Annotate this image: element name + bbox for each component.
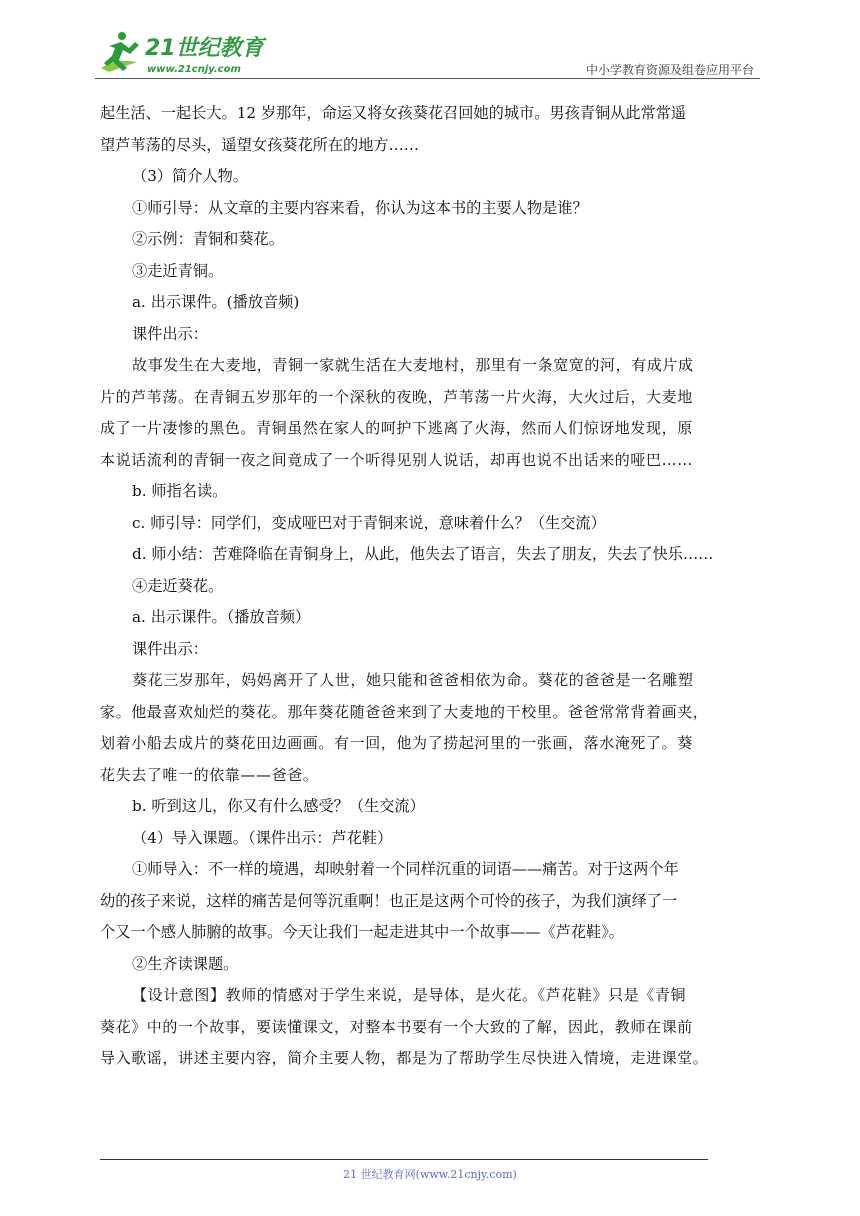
text-line: 个又一个感人肺腑的故事。今天让我们一起走进其中一个故事——《芦花鞋》。: [100, 923, 624, 941]
text-line: 片的芦苇荡。在青铜五岁那年的一个深秋的夜晚，芦苇荡一片火海，大火过后，大麦地: [100, 387, 693, 406]
logo-url: www.21cnjy.com: [147, 64, 241, 75]
text-line: 【设计意图】教师的情感对于学生来说，是导体，是火花。《芦花鞋》只是《青铜: [132, 986, 687, 1004]
text-line: a. 出示课件。（播放音频）: [132, 608, 311, 626]
text-line: 成了一片凄惨的黑色。青铜虽然在家人的呵护下逃离了火海，然而人们惊讶地发现，原: [100, 419, 693, 437]
text-line: 花失去了唯一的依靠——爸爸。: [100, 765, 319, 784]
footer-divider: [100, 1159, 708, 1160]
text-line: b. 师指名读。: [132, 482, 228, 500]
text-line: b. 听到这儿，你又有什么感受？（生交流）: [132, 797, 425, 815]
page-header: [95, 28, 760, 80]
text-line: a. 出示课件。(播放音频): [132, 293, 300, 311]
text-line: ②示例：青铜和葵花。: [132, 230, 284, 248]
text-line: 本说话流利的青铜一夜之间竟成了一个听得见别人说话，却再也说不出话来的哑巴……: [100, 450, 693, 469]
text-line: 划着小船去成片的葵花田边画画。有一回，他为了捞起河里的一张画，落水淹死了。葵: [100, 734, 693, 752]
text-line: ③走近青铜。: [132, 261, 224, 280]
text-line: ②生齐读课题。: [132, 954, 239, 973]
text-line: d. 师小结：苦难降临在青铜身上，从此，他失去了语言，失去了朋友，失去了快乐……: [132, 545, 714, 563]
text-line: ①师引导：从文章的主要内容来看，你认为这本书的主要人物是谁？: [132, 198, 588, 217]
platform-name: 中小学教育资源及组卷应用平台: [585, 63, 754, 77]
footer-text: 21 世纪教育网(www.21cnjy.com): [343, 1168, 517, 1181]
text-line: 望芦苇荡的尽头，遥望女孩葵花所在的地方……: [100, 135, 419, 154]
running-figure-icon: [101, 32, 139, 72]
text-line: 幼的孩子来说，这样的痛苦是何等沉重啊！也正是这两个可怜的孩子，为我们演绎了一: [100, 891, 678, 910]
header-divider: [95, 78, 760, 79]
text-line: 葵花》中的一个故事，要读懂课文，对整本书要有一个大致的了解，因此，教师在课前: [100, 1017, 693, 1036]
text-line: 家。他最喜欢灿烂的葵花。那年葵花随爸爸来到了大麦地的干校里。爸爸常常背着画夹，: [100, 702, 709, 721]
logo-text: 21世纪教育: [145, 36, 264, 61]
text-line: 导入歌谣，讲述主要内容，简介主要人物，都是为了帮助学生尽快进入情境，走进课堂。: [100, 1049, 709, 1067]
text-line: c. 师引导：同学们，变成哑巴对于青铜来说，意味着什么？（生交流）: [132, 513, 606, 532]
document-body: [100, 98, 762, 1075]
text-line: ①师导入：不一样的境遇，却映射着一个同样沉重的词语——痛苦。对于这两个年: [132, 860, 679, 878]
text-line: 葵花三岁那年，妈妈离开了人世，她只能和爸爸相依为命。葵花的爸爸是一名雕塑: [132, 671, 694, 689]
text-line: 起生活、一起长大。12 岁那年，命运又将女孩葵花召回她的城市。男孩青铜从此常常遥: [100, 104, 687, 122]
text-line: ④走近葵花。: [132, 576, 224, 595]
21cnjy-logo: [95, 28, 275, 76]
text-line: 课件出示：: [132, 639, 208, 658]
text-line: 故事发生在大麦地，青铜一家就生活在大麦地村，那里有一条宽宽的河，有成片成: [132, 356, 694, 374]
text-line: （3）简介人物。: [132, 167, 248, 185]
text-line: 课件出示：: [132, 324, 208, 343]
text-line: （4）导入课题。（课件出示：芦花鞋）: [132, 828, 393, 847]
